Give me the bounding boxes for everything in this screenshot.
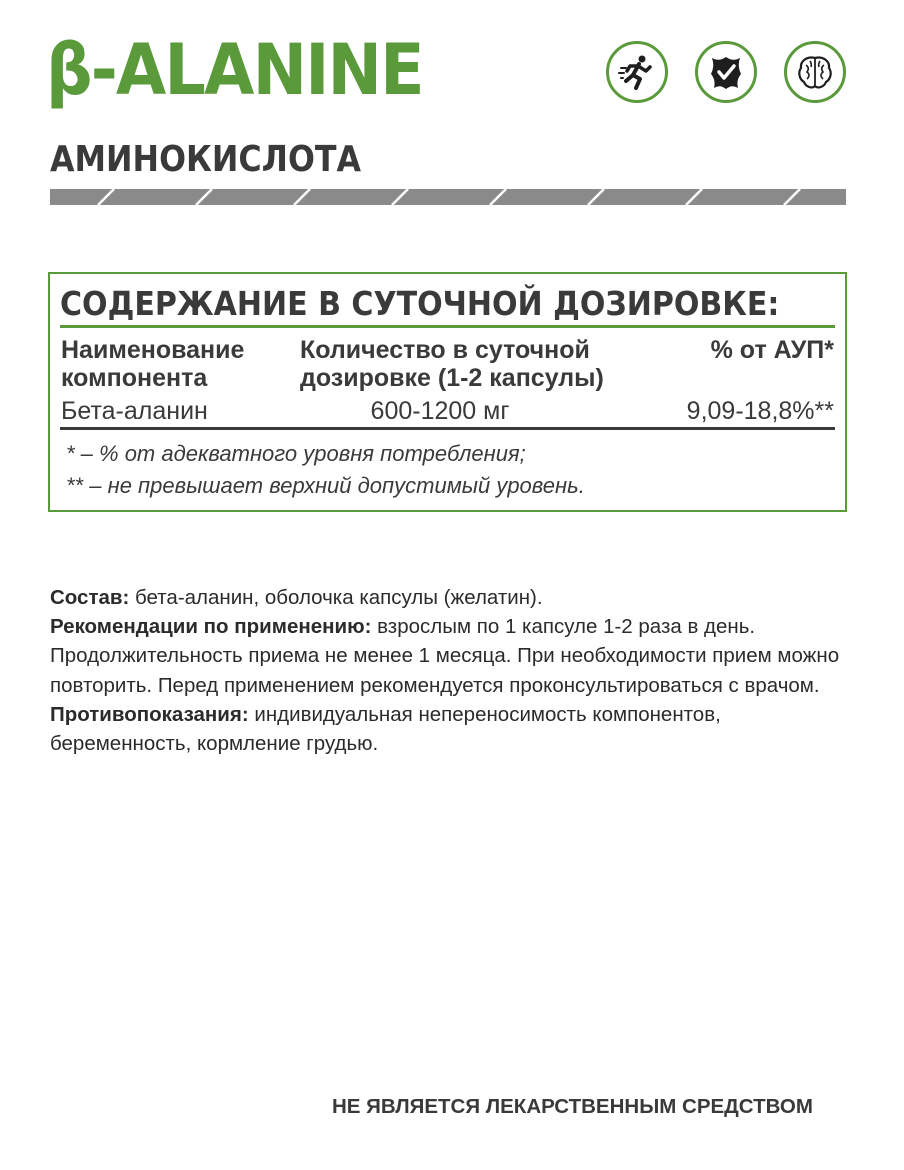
composition-label: Состав: [50,586,130,609]
contraindications-paragraph [50,700,850,758]
recommendations-paragraph [50,612,850,700]
panel-title: СОДЕРЖАНИЕ В СУТОЧНОЙ ДОЗИРОВКЕ: [60,284,780,323]
recommendations-text: взрослым по 1 капсуле 1-2 раза в день. Продолжительность приема не менее 1 месяца. При необходимости прием можно повторить. Перед применением рекомендуется проконсультироваться с врачом. [50,615,840,697]
running-person-icon [606,41,668,103]
panel-title-rule [60,325,835,328]
row-amount: 600-1200 мг [370,397,510,425]
footnote-2: ** – не превышает верхний допустимый уровень. [66,473,585,498]
table-bottom-rule [60,427,835,430]
column-header-percent: % от АУП* [710,336,834,364]
contraindications-text: индивидуальная непереносимость компонентов, беременность, кормление грудью. [50,702,721,756]
contraindications-label: Противопоказания: [50,702,249,726]
decorative-stripe [50,189,846,205]
recommendations-label: Рекомендации по применению: [50,615,372,639]
product-description [50,583,850,758]
feature-icons [606,41,846,107]
column-header-component: Наименование компонента [61,336,245,392]
row-name: Бета-аланин [61,397,208,425]
leather-check-icon [695,41,757,103]
brain-icon [784,41,846,103]
column-header-amount: Количество в суточной дозировке (1-2 капсулы) [300,336,604,392]
row-percent: 9,09-18,8%** [686,397,834,425]
product-subtitle: АМИНОКИСЛОТА [50,139,362,180]
not-medicine-notice: НЕ ЯВЛЯЕТСЯ ЛЕКАРСТВЕННЫМ СРЕДСТВОМ [332,1095,813,1118]
composition-paragraph [50,583,850,612]
footnote-1: * – % от адекватного уровня потребления; [66,441,526,466]
composition-text: бета-аланин, оболочка капсулы (желатин). [129,586,543,609]
daily-dosage-panel [48,272,847,512]
product-title: β-ALANINE [46,29,423,111]
